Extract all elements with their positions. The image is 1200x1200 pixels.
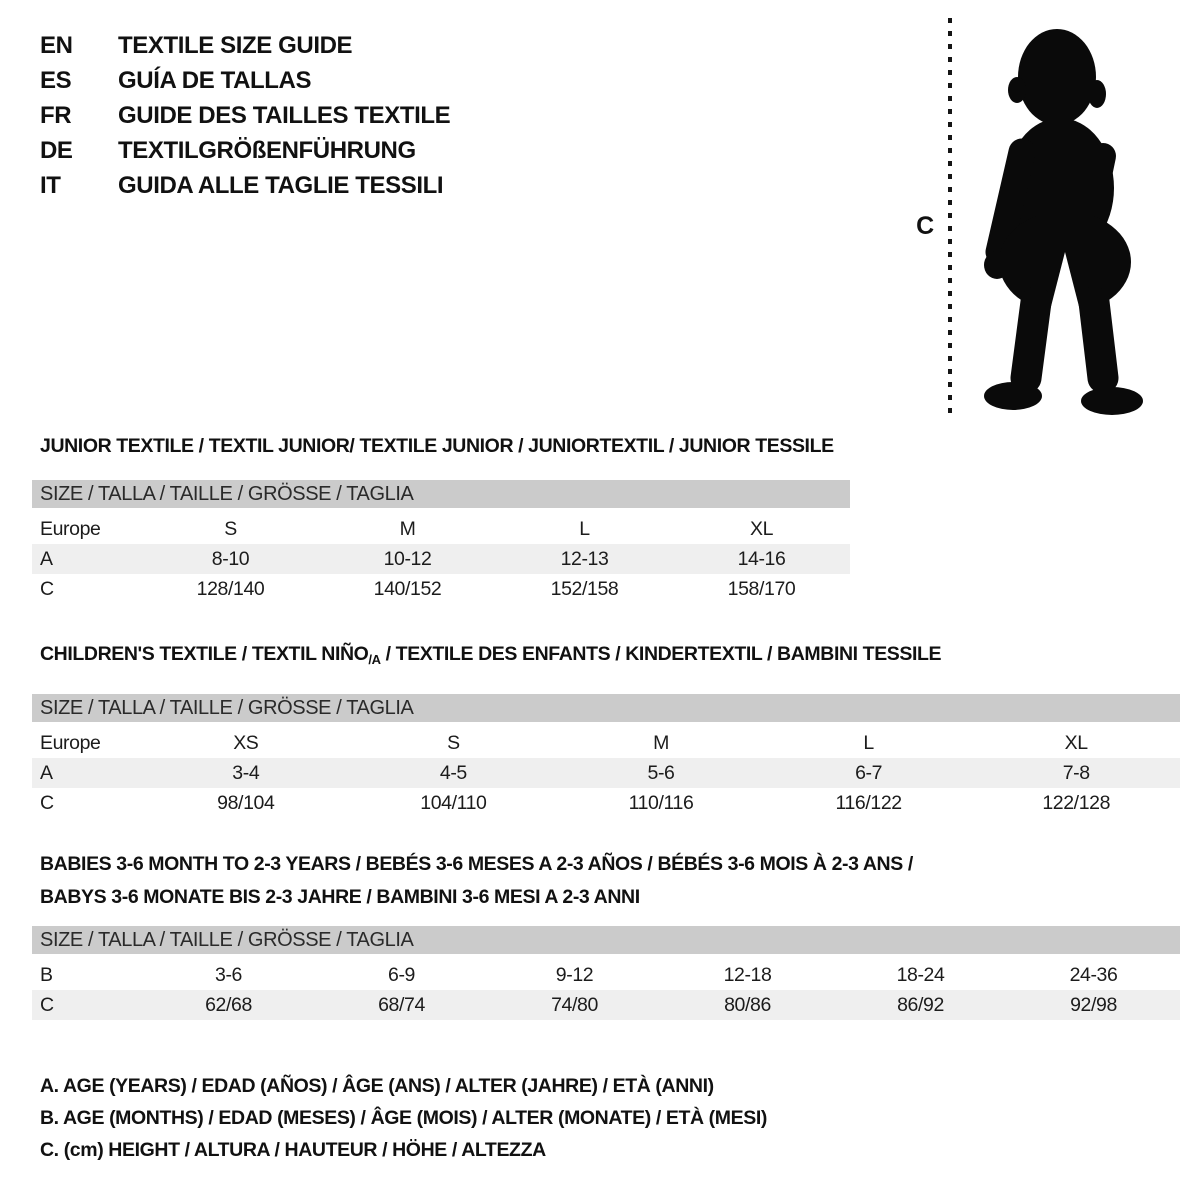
table-cell: XS [233, 731, 259, 754]
language-label: GUIDE DES TAILLES TEXTILE [118, 101, 451, 129]
table-row [32, 960, 1180, 990]
table-cell: 10-12 [383, 547, 432, 570]
legend-line: B. AGE (MONTHS) / EDAD (MESES) / ÂGE (MOIS) / ALTER (MONATE) / ETÀ (MESI) [40, 1107, 767, 1129]
table-cell: 6-7 [855, 761, 883, 784]
language-row [40, 28, 450, 63]
table-cell: 18-24 [896, 963, 945, 986]
language-label: TEXTILGRÖßENFÜHRUNG [118, 136, 416, 164]
table-row [32, 514, 850, 544]
row-label: Europe [40, 731, 101, 754]
height-measure-label: C [916, 212, 934, 240]
section-title [32, 435, 850, 457]
table-cell: 86/92 [897, 993, 944, 1016]
table-cell: XL [1064, 731, 1088, 754]
table-cell: 152/158 [550, 577, 619, 600]
table-cell: 14-16 [737, 547, 786, 570]
section-title-text: /A [368, 652, 381, 667]
language-code: IT [40, 171, 61, 199]
language-label: TEXTILE SIZE GUIDE [118, 31, 353, 59]
table-cell: 24-36 [1069, 963, 1118, 986]
size-header-bar: SIZE / TALLA / TAILLE / GRÖSSE / TAGLIA [32, 480, 850, 508]
row-label: C [40, 791, 54, 814]
size-header-bar: SIZE / TALLA / TAILLE / GRÖSSE / TAGLIA [32, 926, 1180, 954]
row-label: B [40, 963, 53, 986]
table-cell: 98/104 [217, 791, 275, 814]
language-row [40, 98, 450, 133]
table-row [32, 728, 1180, 758]
table-cell: 6-9 [388, 963, 415, 986]
section-title-text: JUNIOR TEXTILE / TEXTIL JUNIOR/ TEXTILE JUNIOR / JUNIORTEXTIL / JUNIOR TESSILE [40, 435, 834, 457]
size-section-babies [32, 848, 1180, 1020]
row-label: Europe [40, 517, 101, 540]
row-label: A [40, 547, 53, 570]
row-label: C [40, 577, 54, 600]
table-cell: 3-4 [232, 761, 260, 784]
size-section-junior [32, 435, 850, 604]
section-title [32, 643, 1180, 671]
row-label: C [40, 993, 54, 1016]
table-cell: 9-12 [555, 963, 594, 986]
table-cell: 68/74 [378, 993, 425, 1016]
baby-silhouette-icon [984, 29, 1143, 415]
language-code: FR [40, 101, 72, 129]
table-cell: 62/68 [205, 993, 252, 1016]
language-row [40, 133, 450, 168]
section-title-text: BABYS 3-6 MONATE BIS 2-3 JAHRE / BAMBINI 3-6 MESI A 2-3 ANNI [40, 886, 640, 908]
legend-line: A. AGE (YEARS) / EDAD (AÑOS) / ÂGE (ANS) / ALTER (JAHRE) / ETÀ (ANNI) [40, 1075, 714, 1097]
table-cell: 12-13 [560, 547, 609, 570]
table-cell: M [399, 517, 416, 540]
table-cell: 74/80 [551, 993, 598, 1016]
table-cell: 158/170 [727, 577, 796, 600]
table-cell: 92/98 [1070, 993, 1117, 1016]
table-cell: 4-5 [439, 761, 467, 784]
section-title-text: / TEXTILE DES ENFANTS / KINDERTEXTIL / BAMBINI TESSILE [380, 643, 942, 665]
table-row [32, 758, 1180, 788]
table-cell: L [863, 731, 874, 754]
language-code: DE [40, 136, 73, 164]
table-cell: 3-6 [215, 963, 242, 986]
table-cell: 122/128 [1042, 791, 1111, 814]
table-cell: 110/116 [628, 791, 694, 814]
size-section-children [32, 643, 1180, 818]
table-cell: S [447, 731, 460, 754]
section-title-text: CHILDREN'S TEXTILE / TEXTIL NIÑO [40, 643, 369, 665]
table-cell: 140/152 [373, 577, 442, 600]
table-cell: 116/122 [835, 791, 902, 814]
language-label: GUIDA ALLE TAGLIE TESSILI [118, 171, 444, 199]
height-figure [900, 10, 1200, 430]
table-cell: S [224, 517, 237, 540]
table-cell: 128/140 [196, 577, 265, 600]
table-cell: L [579, 517, 590, 540]
table-cell: 104/110 [420, 791, 487, 814]
table-row [32, 788, 1180, 818]
table-cell: 7-8 [1062, 761, 1090, 784]
language-code: EN [40, 31, 73, 59]
table-cell: 80/86 [724, 993, 771, 1016]
table-row [32, 544, 850, 574]
table-cell: 8-10 [211, 547, 250, 570]
size-header-bar: SIZE / TALLA / TAILLE / GRÖSSE / TAGLIA [32, 694, 1180, 722]
table-cell: 12-18 [723, 963, 772, 986]
row-label: A [40, 761, 53, 784]
section-title [32, 848, 1180, 914]
language-row [40, 63, 450, 98]
language-label: GUÍA DE TALLAS [118, 66, 312, 94]
table-cell: 5-6 [647, 761, 675, 784]
table-cell: XL [749, 517, 774, 540]
table-row [32, 990, 1180, 1020]
language-code: ES [40, 66, 72, 94]
legend-line: C. (cm) HEIGHT / ALTURA / HAUTEUR / HÖHE / ALTEZZA [40, 1139, 546, 1161]
language-row [40, 168, 450, 203]
legend [40, 1070, 767, 1166]
table-row [32, 574, 850, 604]
section-title-text: BABIES 3-6 MONTH TO 2-3 YEARS / BEBÉS 3-6 MESES A 2-3 AÑOS / BÉBÉS 3-6 MOIS À 2-3 ANS / [40, 853, 913, 875]
table-cell: M [653, 731, 669, 754]
language-list [40, 28, 450, 203]
